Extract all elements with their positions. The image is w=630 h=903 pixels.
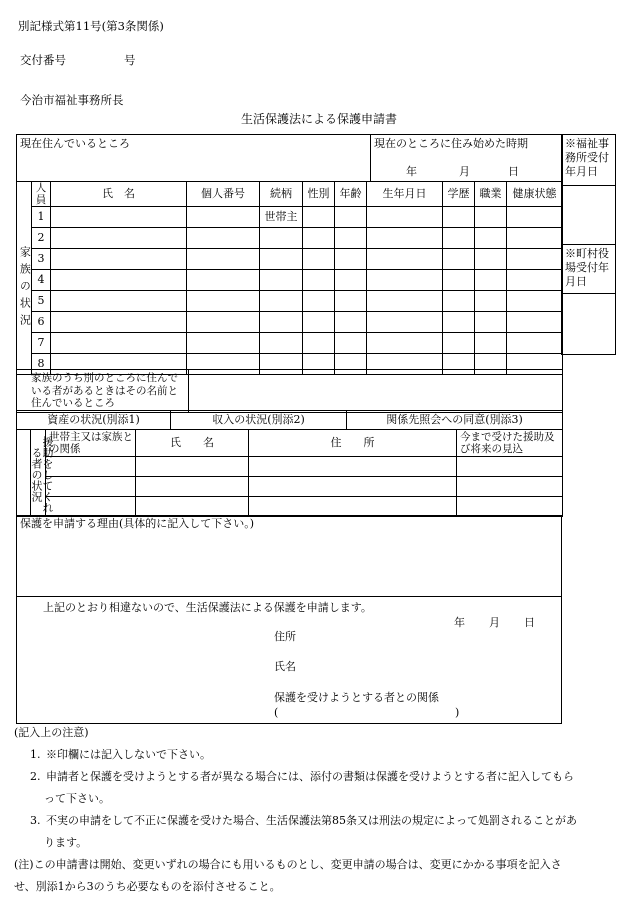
relation-cell[interactable] xyxy=(260,228,303,249)
table-row xyxy=(17,457,563,477)
table-row xyxy=(17,207,563,228)
supporters-side-label: 援助をしてくれる者の状況 xyxy=(17,430,46,517)
sex-cell[interactable] xyxy=(303,291,335,312)
birthdate-cell[interactable] xyxy=(367,249,443,270)
start-time-label: 現在のところに住み始めた時期 xyxy=(374,137,528,150)
separate-residence-table xyxy=(16,369,563,413)
my-number-cell[interactable] xyxy=(187,291,260,312)
addressee: 今治市福祉事務所長 xyxy=(20,93,124,107)
support-cell[interactable] xyxy=(457,457,563,477)
education-cell[interactable] xyxy=(443,291,475,312)
name-cell[interactable] xyxy=(51,333,187,354)
current-address-label: 現在住んでいるところ xyxy=(20,137,130,150)
supporter-name-header: 氏 名 xyxy=(136,430,249,457)
declaration-cell xyxy=(17,597,562,724)
occupation-cell[interactable] xyxy=(475,270,507,291)
col-header-birthdate: 生年月日 xyxy=(367,182,443,207)
town-receipt-label: ※町村役場受付年月日 xyxy=(562,245,616,294)
education-cell[interactable] xyxy=(443,228,475,249)
education-cell[interactable] xyxy=(443,207,475,228)
support-cell[interactable] xyxy=(457,497,563,517)
note-item: 3. 不実の申請をして不正に保護を受けた場合、生活保護法第85条又は刑法の規定によって処罰されることがあります。 xyxy=(30,814,577,849)
address-cell[interactable] xyxy=(249,497,457,517)
my-number-cell[interactable] xyxy=(187,249,260,270)
birthdate-cell[interactable] xyxy=(367,291,443,312)
support-history-header: 今まで受けた援助及び将来の見込 xyxy=(457,430,563,457)
declaration-year: 年 xyxy=(454,616,465,629)
occupation-cell[interactable] xyxy=(475,333,507,354)
age-cell[interactable] xyxy=(335,291,367,312)
name-cell[interactable] xyxy=(51,312,187,333)
age-cell[interactable] xyxy=(335,207,367,228)
birthdate-cell[interactable] xyxy=(367,333,443,354)
table-row xyxy=(17,249,563,270)
health-cell[interactable] xyxy=(507,270,563,291)
col-header-education: 学歴 xyxy=(443,182,475,207)
support-cell[interactable] xyxy=(457,477,563,497)
table-row xyxy=(17,477,563,497)
col-header-occupation: 職業 xyxy=(475,182,507,207)
relation-paren-close: ) xyxy=(455,706,460,719)
notes-heading: (記入上の注意) xyxy=(14,726,89,739)
name-cell[interactable] xyxy=(136,477,249,497)
sex-cell[interactable] xyxy=(303,207,335,228)
sex-cell[interactable] xyxy=(303,312,335,333)
page-title: 生活保護法による保護申請書 xyxy=(241,112,398,126)
table-row xyxy=(17,228,563,249)
note-item: 2. 申請者と保護を受けようとする者が異なる場合には、添付の書類は保護を受けようとする者に記入してもらって下さい。 xyxy=(30,770,574,805)
sex-cell[interactable] xyxy=(303,333,335,354)
occupation-cell[interactable] xyxy=(475,291,507,312)
office-receipt-label: ※福祉事務所受付年月日 xyxy=(562,135,616,186)
health-cell[interactable] xyxy=(507,228,563,249)
start-month: 月 xyxy=(459,165,470,178)
col-header-relation: 続柄 xyxy=(260,182,303,207)
reason-cell[interactable] xyxy=(17,516,562,597)
name-cell[interactable] xyxy=(51,291,187,312)
age-cell[interactable] xyxy=(335,228,367,249)
consent-attachment: 関係先照会への同意(別添3) xyxy=(347,411,563,430)
name-cell[interactable] xyxy=(51,249,187,270)
col-header-name: 氏 名 xyxy=(51,182,187,207)
supporter-address-header: 住 所 xyxy=(249,430,457,457)
my-number-cell[interactable] xyxy=(187,312,260,333)
my-number-cell[interactable] xyxy=(187,333,260,354)
start-time-cell[interactable] xyxy=(371,135,563,182)
relation-cell[interactable] xyxy=(260,291,303,312)
relation-header: 世帯主又は家族との関係 xyxy=(46,430,136,457)
health-cell[interactable] xyxy=(507,333,563,354)
start-year: 年 xyxy=(406,165,417,178)
relation-cell[interactable] xyxy=(46,457,136,477)
address-cell[interactable] xyxy=(249,477,457,497)
birthdate-cell[interactable] xyxy=(367,207,443,228)
office-receipt-stamp xyxy=(562,186,616,245)
family-table xyxy=(16,181,563,375)
education-cell[interactable] xyxy=(443,270,475,291)
town-receipt-stamp xyxy=(562,294,616,355)
address-table xyxy=(16,134,563,182)
table-row xyxy=(17,333,563,354)
my-number-cell[interactable] xyxy=(187,228,260,249)
notes-section xyxy=(14,722,578,898)
col-header-health: 健康状態 xyxy=(507,182,563,207)
name-cell[interactable] xyxy=(136,497,249,517)
birthdate-cell[interactable] xyxy=(367,270,443,291)
occupation-cell[interactable] xyxy=(475,312,507,333)
sex-cell[interactable] xyxy=(303,249,335,270)
health-cell[interactable] xyxy=(507,249,563,270)
declaration-day: 日 xyxy=(524,616,535,629)
applicant-relation-label: 保護を受けようとする者との関係 xyxy=(274,691,439,704)
row-number: 3 xyxy=(32,249,51,270)
reason-declaration-table xyxy=(16,515,562,724)
health-cell[interactable] xyxy=(507,291,563,312)
reason-label: 保護を申請する理由(具体的に記入して下さい。) xyxy=(20,517,255,530)
assets-attachment: 資産の状況(別添1) xyxy=(17,411,171,430)
birthdate-cell[interactable] xyxy=(367,228,443,249)
my-number-cell[interactable] xyxy=(187,270,260,291)
declaration-statement: 上記のとおり相違ないので、生活保護法による保護を申請します。 xyxy=(43,601,372,614)
current-address-cell[interactable] xyxy=(17,135,371,182)
issue-number-label: 交付番号 xyxy=(20,53,66,67)
relation-cell[interactable] xyxy=(46,477,136,497)
relation-cell[interactable] xyxy=(46,497,136,517)
table-row xyxy=(17,270,563,291)
supporters-table xyxy=(16,429,563,517)
col-header-my-number: 個人番号 xyxy=(187,182,260,207)
occupation-cell[interactable] xyxy=(475,249,507,270)
col-header-age: 年齢 xyxy=(335,182,367,207)
separate-residence-field[interactable] xyxy=(189,370,563,413)
name-cell[interactable] xyxy=(136,457,249,477)
applicant-name-label: 氏名 xyxy=(274,660,296,673)
relation-cell[interactable] xyxy=(260,333,303,354)
issue-number-suffix: 号 xyxy=(124,53,136,67)
education-cell[interactable] xyxy=(443,249,475,270)
name-cell[interactable] xyxy=(51,207,187,228)
income-attachment: 収入の状況(別添2) xyxy=(171,411,347,430)
sex-cell[interactable] xyxy=(303,228,335,249)
family-side-label: 家族の状況 xyxy=(17,182,32,375)
my-number-cell[interactable] xyxy=(187,207,260,228)
row-number: 8 xyxy=(32,354,51,375)
row-number: 5 xyxy=(32,291,51,312)
row-number: 4 xyxy=(32,270,51,291)
occupation-cell[interactable] xyxy=(475,228,507,249)
relation-cell[interactable] xyxy=(260,270,303,291)
name-cell[interactable] xyxy=(51,228,187,249)
row-number: 2 xyxy=(32,228,51,249)
age-cell[interactable] xyxy=(335,333,367,354)
receipt-table xyxy=(561,134,616,355)
education-cell[interactable] xyxy=(443,312,475,333)
attachments-table xyxy=(16,410,563,430)
relation-cell: 世帯主 xyxy=(260,207,303,228)
row-number: 1 xyxy=(32,207,51,228)
address-cell[interactable] xyxy=(249,457,457,477)
age-cell[interactable] xyxy=(335,249,367,270)
relation-cell[interactable] xyxy=(260,312,303,333)
col-header-count: 人員 xyxy=(32,182,51,207)
relation-paren-open: ( xyxy=(274,706,279,719)
age-cell[interactable] xyxy=(335,312,367,333)
form-number: 別記様式第11号(第3条関係) xyxy=(18,19,164,33)
declaration-month: 月 xyxy=(489,616,500,629)
start-day: 日 xyxy=(508,165,519,178)
row-number: 6 xyxy=(32,312,51,333)
table-row xyxy=(17,312,563,333)
table-row xyxy=(17,291,563,312)
separate-residence-label: 家族のうち別のところに住んでいる者があるときはその名前と住んでいるところ xyxy=(17,370,189,413)
birthdate-cell[interactable] xyxy=(367,312,443,333)
col-header-sex: 性別 xyxy=(303,182,335,207)
row-number: 7 xyxy=(32,333,51,354)
relation-cell[interactable] xyxy=(260,249,303,270)
name-cell[interactable] xyxy=(51,270,187,291)
note-item: 1. ※印欄には記入しないで下さい。 xyxy=(30,748,211,761)
notes-footer: (注)この申請書は開始、変更いずれの場合にも用いるものとし、変更申請の場合は、変更にかかる事項を記入させ、別添1から3のうち必要なものを添付させること。 xyxy=(14,858,562,893)
health-cell[interactable] xyxy=(507,207,563,228)
sex-cell[interactable] xyxy=(303,270,335,291)
education-cell[interactable] xyxy=(443,333,475,354)
health-cell[interactable] xyxy=(507,312,563,333)
age-cell[interactable] xyxy=(335,270,367,291)
table-row xyxy=(17,497,563,517)
occupation-cell[interactable] xyxy=(475,207,507,228)
applicant-address-label: 住所 xyxy=(274,630,296,643)
